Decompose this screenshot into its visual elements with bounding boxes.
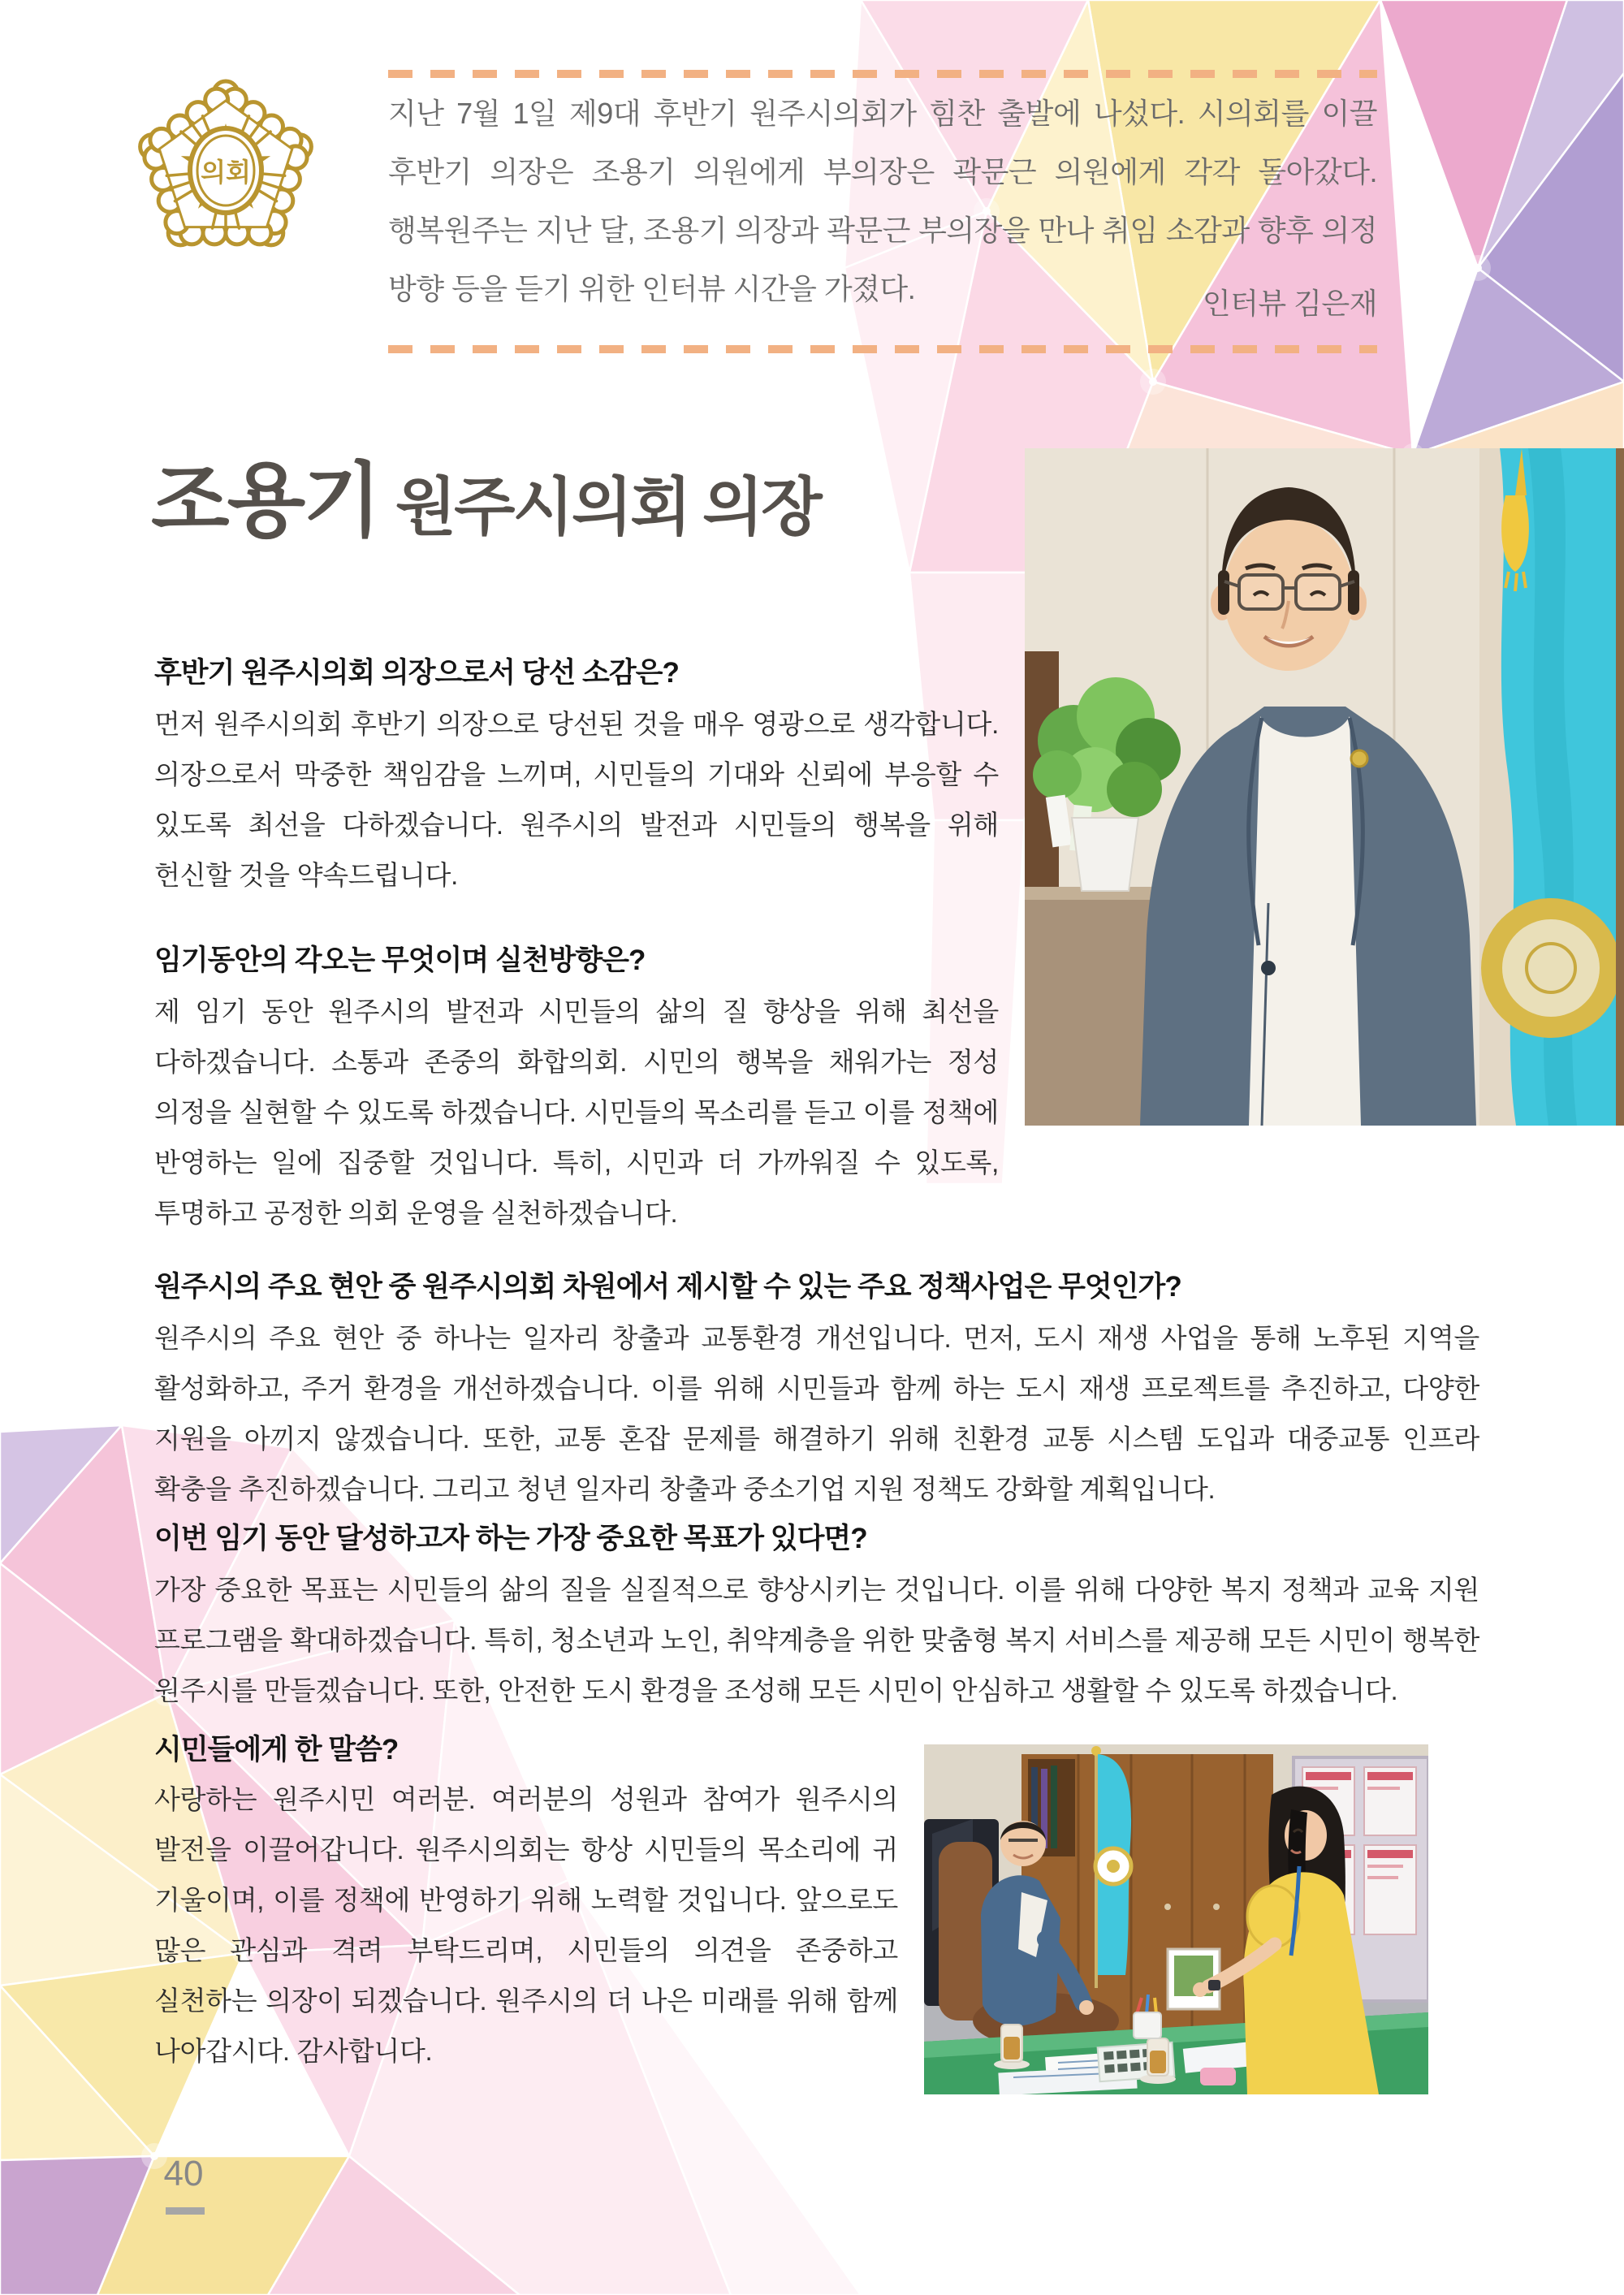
page-number-rule [166,2207,205,2215]
lapel-pin [1351,750,1367,767]
interview-scene-photo [924,1744,1428,2094]
council-emblem-icon [136,75,315,260]
white-tee [1249,716,1361,1126]
question-heading-1: 후반기 원주시의회 의장으로서 당선 소감은? [154,657,679,689]
chairman-portrait-photo [1025,448,1624,1126]
title-chairman-role: 원주시의회 의장 [395,472,820,542]
answer-paragraph-1: 먼저 원주시의회 후반기 의장으로 당선된 것을 매우 영광으로 생각합니다. 의장으로서 막중한 책임감을 느끼며, 시민들의 기대와 신뢰에 부응할 수 있도록 최선을 다하겠습니다. 원주시의 발전과 시민들의 행복을 위해 헌신할 것을 약속드립니다. [154,709,999,890]
title-chairman-name: 조용기 [151,456,379,547]
question-heading-4: 이번 임기 동안 달성하고자 하는 가장 중요한 목표가 있다면? [154,1523,867,1555]
emblem-label: 의회 [201,158,251,187]
page-number: 40 [163,2154,204,2193]
intro-paragraph: 지난 7월 1일 제9대 후반기 원주시의회가 힘찬 출발에 나섰다. 시의회를 이끌 후반기 의장은 조용기 의원에게 부의장은 곽문근 의원에게 각각 돌아갔다. 행복원주는 지난 달, 조용기 의장과 곽문근 부의장을 만나 취임 소감과 향후 의정 방향 등을 듣기 위한 인터뷰 시간을 가졌다. [388,97,1377,305]
answer-paragraph-5: 사랑하는 원주시민 여러분. 여러분의 성원과 참여가 원주시의 발전을 이끌어갑니다. 원주시의회는 항상 시민들의 목소리에 귀 기울이며, 이를 정책에 반영하기 위해 노력할 것입니다. 앞으로도 많은 관심과 격려 부탁드리며, 시민들의 의견을 존중하고 실천하는 의장이 되겠습니다. 원주시의 더 나은 미래를 위해 함께 나아갑시다. 감사합니다. [154,1784,898,2066]
answer-paragraph-4: 가장 중요한 목표는 시민들의 삶의 질을 실질적으로 향상시키는 것입니다. 이를 위해 다양한 복지 정책과 교육 지원 프로그램을 확대하겠습니다. 특히, 청소년과 노인, 취약계층을 위한 맞춤형 복지 서비스를 제공해 모든 시민이 행복한 원주시를 만들겠습니다. 또한, 안전한 도시 환경을 조성해 모든 시민이 안심하고 생활할 수 있도록 하겠습니다. [154,1575,1479,1705]
intro-dash-bottom [388,345,1377,353]
office-flag [1091,1746,1131,1988]
question-heading-2: 임기동안의 각오는 무엇이며 실천방향은? [154,944,646,977]
intro-dash-top [388,70,1377,78]
interviewer-credit: 인터뷰 김은재 [1202,287,1377,320]
question-heading-3: 원주시의 주요 현안 중 원주시의회 차원에서 제시할 수 있는 주요 정책사업은 무엇인가? [154,1271,1181,1303]
answer-paragraph-2: 제 임기 동안 원주시의 발전과 시민들의 삶의 질 향상을 위해 최선을 다하겠습니다. 소통과 존중의 화합의회. 시민의 행복을 채워가는 정성 의정을 실현할 수 있도록 하겠습니다. 시민들의 목소리를 듣고 이를 정책에 반영하는 일에 집중할 것입니다. 특히, 시민과 더 가까워질 수 있도록, 투명하고 공정한 의회 운영을 실천하겠습니다. [154,996,999,1228]
article-title [151,435,1044,552]
question-heading-5: 시민들에게 한 말씀? [154,1734,399,1766]
phone [1200,2068,1236,2085]
answer-paragraph-3: 원주시의 주요 현안 중 하나는 일자리 창출과 교통환경 개선입니다. 먼저, 도시 재생 사업을 통해 노후된 지역을 활성화하고, 주거 환경을 개선하겠습니다. 이를 위해 시민들과 함께 하는 도시 재생 프로젝트를 추진하고, 다양한 지원을 아끼지 않겠습니다. 또한, 교통 혼잡 문제를 해결하기 위해 친환경 교통 시스템 도입과 대중교통 인프라 확충을 추진하겠습니다. 그리고 청년 일자리 창출과 중소기업 지원 정책도 강화할 계획입니다. [154,1323,1479,1504]
